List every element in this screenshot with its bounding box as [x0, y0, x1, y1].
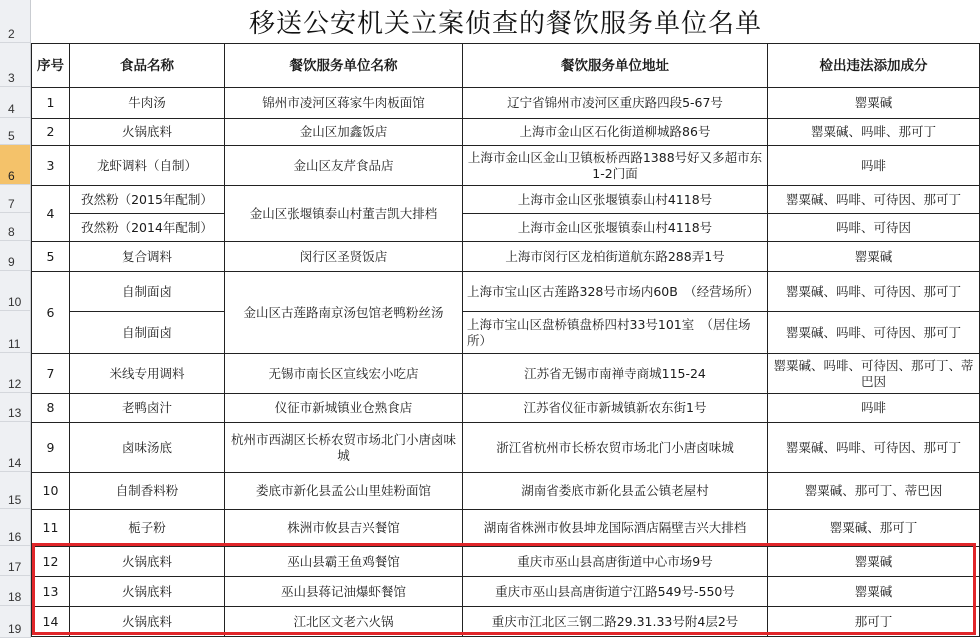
- cell-address[interactable]: 上海市金山区石化街道柳城路86号: [463, 119, 768, 146]
- spreadsheet: [31, 0, 980, 638]
- table-row: [32, 547, 980, 577]
- row-number[interactable]: 8: [0, 213, 30, 241]
- cell-additive[interactable]: 罂粟碱、吗啡、那可丁: [768, 119, 980, 146]
- table-row: [32, 146, 980, 186]
- cell-seq[interactable]: 1: [32, 88, 70, 119]
- cell-address[interactable]: 辽宁省锦州市凌河区重庆路四段5-67号: [463, 88, 768, 119]
- cell-unit[interactable]: 锦州市凌河区蒋家牛肉板面馆: [225, 88, 463, 119]
- cell-additive[interactable]: 罂粟碱、那可丁、蒂巴因: [768, 473, 980, 510]
- cell-address[interactable]: 重庆市巫山县高唐街道宁江路549号-550号: [463, 577, 768, 607]
- cell-address[interactable]: 江苏省无锡市南禅寺商城115-24: [463, 354, 768, 394]
- row-number[interactable]: 15: [0, 472, 30, 509]
- row-number-gutter: [0, 0, 31, 638]
- table-row: [32, 607, 980, 637]
- cell-additive[interactable]: 吗啡: [768, 146, 980, 186]
- cell-address[interactable]: 重庆市江北区三钢二路29.31.33号附4层2号: [463, 607, 768, 637]
- cell-address[interactable]: 上海市金山区金山卫镇板桥西路1388号好又多超市东1-2门面: [463, 146, 768, 186]
- table-row: [32, 312, 980, 354]
- cell-food[interactable]: 自制面卤: [70, 272, 225, 312]
- row-number[interactable]: 5: [0, 118, 30, 145]
- cell-seq[interactable]: 12: [32, 547, 70, 577]
- row-number[interactable]: 14: [0, 422, 30, 472]
- table-row: [32, 119, 980, 146]
- cell-address[interactable]: 上海市闵行区龙柏街道航东路288弄1号: [463, 242, 768, 272]
- cell-additive[interactable]: 罂粟碱: [768, 242, 980, 272]
- header-additive[interactable]: 检出违法添加成分: [768, 44, 980, 88]
- cell-food[interactable]: 龙虾调料（自制）: [70, 146, 225, 186]
- cell-seq[interactable]: 4: [32, 186, 70, 242]
- table-row: [32, 214, 980, 242]
- header-seq[interactable]: 序号: [32, 44, 70, 88]
- cell-food[interactable]: 孜然粉（2015年配制）: [70, 186, 225, 214]
- cell-food[interactable]: 复合调料: [70, 242, 225, 272]
- cell-unit[interactable]: 仪征市新城镇业仓熟食店: [225, 394, 463, 423]
- cell-unit[interactable]: 金山区张堰镇泰山村董吉凯大排档: [225, 186, 463, 242]
- cell-seq[interactable]: 8: [32, 394, 70, 423]
- cell-unit[interactable]: 巫山县霸王鱼鸡餐馆: [225, 547, 463, 577]
- cell-food[interactable]: 火锅底料: [70, 607, 225, 637]
- row-number[interactable]: 16: [0, 509, 30, 546]
- table-row: [32, 394, 980, 423]
- cell-address[interactable]: 浙江省杭州市长桥农贸市场北门小唐卤味城: [463, 423, 768, 473]
- cell-seq[interactable]: 10: [32, 473, 70, 510]
- header-unit[interactable]: 餐饮服务单位名称: [225, 44, 463, 88]
- cell-additive[interactable]: 罂粟碱、吗啡、可待因、那可丁: [768, 423, 980, 473]
- row-number[interactable]: 19: [0, 606, 30, 638]
- table-row: [32, 577, 980, 607]
- cell-address[interactable]: 上海市宝山区古莲路328号市场内60B （经营场所）: [463, 272, 768, 312]
- cell-unit[interactable]: 金山区加鑫饭店: [225, 119, 463, 146]
- cell-unit[interactable]: 杭州市西湖区长桥农贸市场北门小唐卤味城: [225, 423, 463, 473]
- cell-address[interactable]: 重庆市巫山县高唐街道中心市场9号: [463, 547, 768, 577]
- cell-food[interactable]: 牛肉汤: [70, 88, 225, 119]
- row-number[interactable]: 13: [0, 393, 30, 422]
- cell-address[interactable]: 湖南省株洲市攸县坤龙国际酒店隔壁吉兴大排档: [463, 510, 768, 547]
- cell-food[interactable]: 卤味汤底: [70, 423, 225, 473]
- row-number[interactable]: 2: [0, 0, 30, 43]
- table-row: [32, 354, 980, 394]
- cell-food[interactable]: 自制香料粉: [70, 473, 225, 510]
- document-title: 移送公安机关立案侦查的餐饮服务单位名单: [248, 9, 762, 39]
- cell-seq[interactable]: 11: [32, 510, 70, 547]
- cell-additive[interactable]: 罂粟碱: [768, 577, 980, 607]
- cell-food[interactable]: 老鸭卤汁: [70, 394, 225, 423]
- cell-additive[interactable]: 吗啡、可待因: [768, 214, 980, 242]
- cell-seq[interactable]: 14: [32, 607, 70, 637]
- cell-seq[interactable]: 5: [32, 242, 70, 272]
- row-number[interactable]: 4: [0, 87, 30, 118]
- row-number[interactable]: 3: [0, 43, 30, 87]
- cell-food[interactable]: 栀子粉: [70, 510, 225, 547]
- table-row: [32, 242, 980, 272]
- row-number[interactable]: 10: [0, 271, 30, 311]
- cell-unit[interactable]: 闵行区圣贤饭店: [225, 242, 463, 272]
- cell-unit[interactable]: 金山区友芹食品店: [225, 146, 463, 186]
- cell-food[interactable]: 火锅底料: [70, 547, 225, 577]
- cell-address[interactable]: 湖南省娄底市新化县孟公镇老屋村: [463, 473, 768, 510]
- cell-additive[interactable]: 罂粟碱、吗啡、可待因、那可丁: [768, 312, 980, 354]
- row-number[interactable]: 7: [0, 185, 30, 213]
- header-row: [32, 44, 980, 88]
- table-row: [32, 473, 980, 510]
- cell-seq[interactable]: 7: [32, 354, 70, 394]
- cell-unit[interactable]: 金山区古莲路南京汤包馆老鸭粉丝汤: [225, 272, 463, 354]
- row-number[interactable]: 12: [0, 353, 30, 393]
- restaurant-list-table: [31, 43, 980, 637]
- cell-seq[interactable]: 9: [32, 423, 70, 473]
- cell-additive[interactable]: 罂粟碱、吗啡、可待因、那可丁: [768, 186, 980, 214]
- cell-unit[interactable]: 江北区文老六火锅: [225, 607, 463, 637]
- cell-food[interactable]: 自制面卤: [70, 312, 225, 354]
- row-number[interactable]: 18: [0, 576, 30, 606]
- cell-unit[interactable]: 娄底市新化县孟公山里娃粉面馆: [225, 473, 463, 510]
- cell-food[interactable]: 孜然粉（2014年配制）: [70, 214, 225, 242]
- row-number[interactable]: 11: [0, 311, 30, 353]
- cell-additive[interactable]: 那可丁: [768, 607, 980, 637]
- cell-unit[interactable]: 巫山县蒋记油爆虾餐馆: [225, 577, 463, 607]
- table-row: [32, 272, 980, 312]
- cell-food[interactable]: 火锅底料: [70, 577, 225, 607]
- row-number-active[interactable]: 6: [0, 145, 30, 185]
- cell-additive[interactable]: 罂粟碱: [768, 547, 980, 577]
- cell-additive[interactable]: 罂粟碱、那可丁: [768, 510, 980, 547]
- cell-address[interactable]: 上海市宝山区盘桥镇盘桥四村33号101室 （居住场所）: [463, 312, 768, 354]
- cell-additive[interactable]: 吗啡: [768, 394, 980, 423]
- row-number[interactable]: 17: [0, 546, 30, 576]
- cell-additive[interactable]: 罂粟碱: [768, 88, 980, 119]
- cell-unit[interactable]: 无锡市南长区宣线宏小吃店: [225, 354, 463, 394]
- table-row: [32, 510, 980, 547]
- cell-seq[interactable]: 6: [32, 272, 70, 354]
- cell-food[interactable]: 火锅底料: [70, 119, 225, 146]
- cell-address[interactable]: 上海市金山区张堰镇泰山村4118号: [463, 186, 768, 214]
- table-row: [32, 88, 980, 119]
- table-row: [32, 423, 980, 473]
- cell-unit[interactable]: 株洲市攸县吉兴餐馆: [225, 510, 463, 547]
- cell-food[interactable]: 米线专用调料: [70, 354, 225, 394]
- cell-additive[interactable]: 罂粟碱、吗啡、可待因、那可丁、蒂巴因: [768, 354, 980, 394]
- table-row: [32, 186, 980, 214]
- cell-additive[interactable]: 罂粟碱、吗啡、可待因、那可丁: [768, 272, 980, 312]
- header-address[interactable]: 餐饮服务单位地址: [463, 44, 768, 88]
- cell-address[interactable]: 上海市金山区张堰镇泰山村4118号: [463, 214, 768, 242]
- cell-address[interactable]: 江苏省仪征市新城镇新农东街1号: [463, 394, 768, 423]
- cell-seq[interactable]: 3: [32, 146, 70, 186]
- row-number[interactable]: 9: [0, 241, 30, 271]
- cell-seq[interactable]: 13: [32, 577, 70, 607]
- header-food[interactable]: 食品名称: [70, 44, 225, 88]
- cell-seq[interactable]: 2: [32, 119, 70, 146]
